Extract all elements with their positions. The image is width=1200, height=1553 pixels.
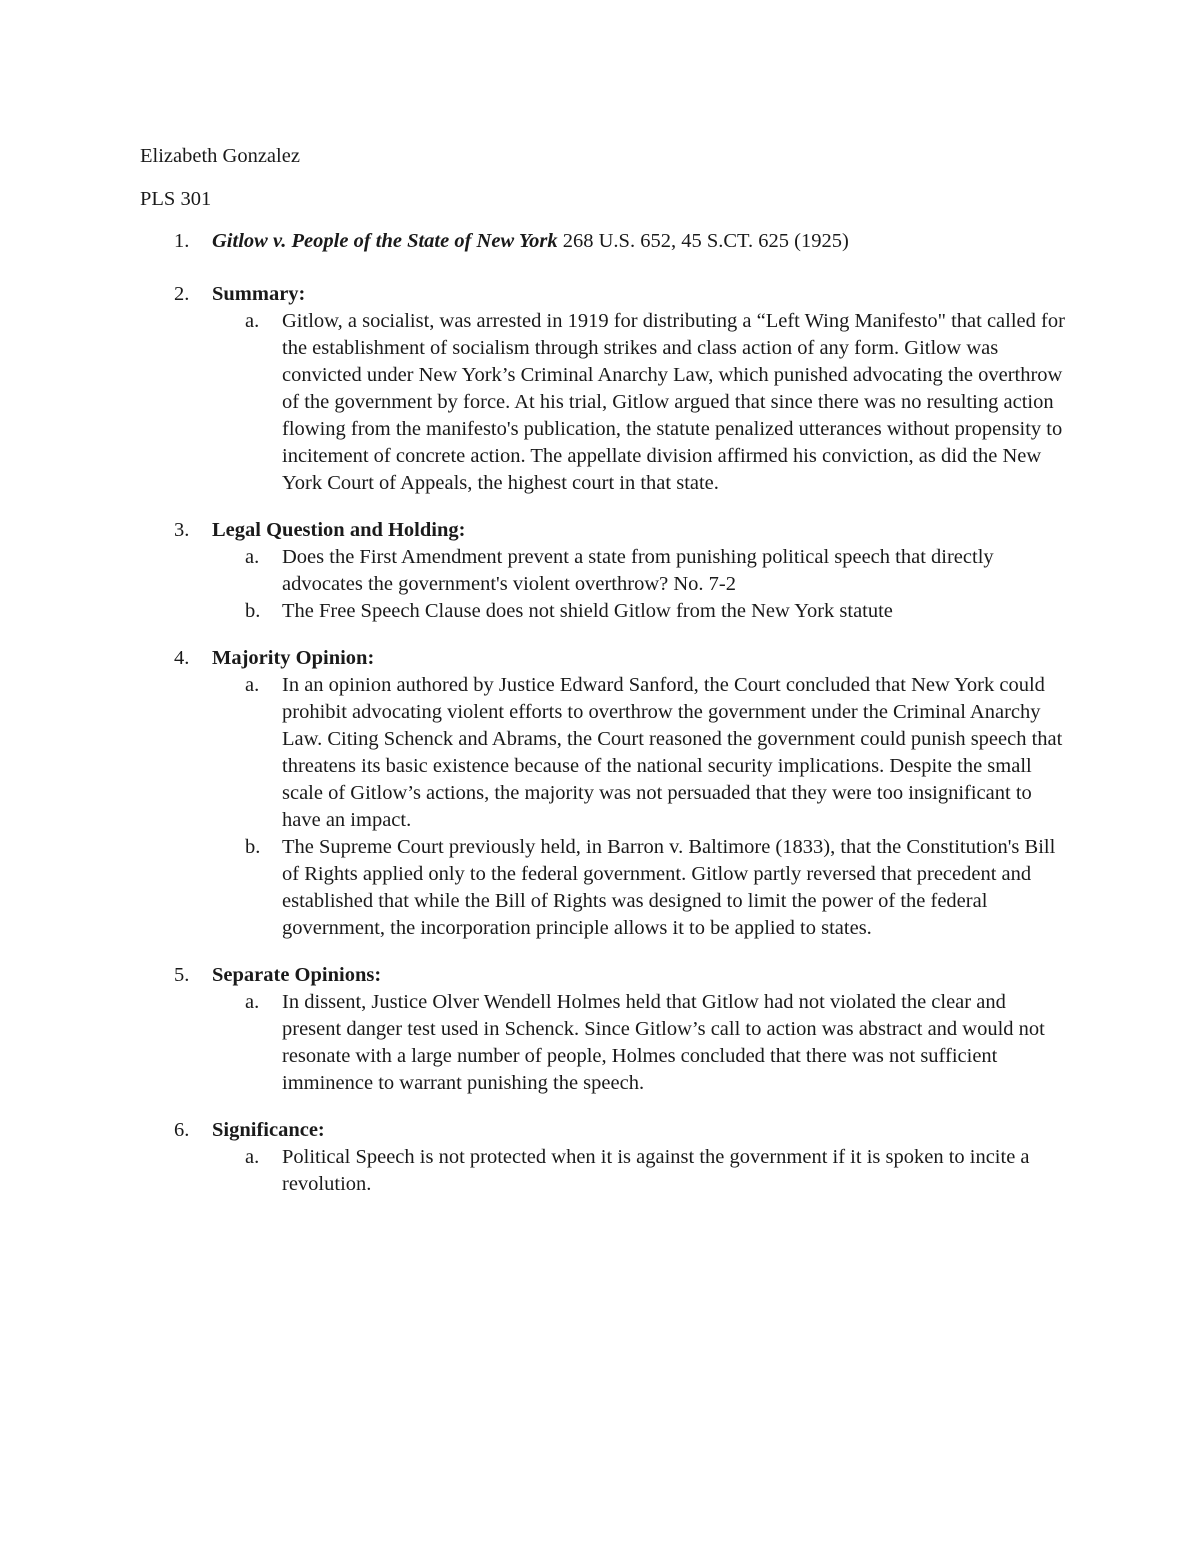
case-citation: 268 U.S. 652, 45 S.CT. 625 (1925) (557, 230, 849, 252)
sub-list (0, 672, 1200, 942)
sub-list (0, 989, 1200, 1097)
sub-list-item (0, 834, 1200, 942)
sub-item-letter: a. (245, 546, 260, 568)
section-heading: Summary: (212, 283, 306, 305)
sub-item-text: Political Speech is not protected when it is against the government if it is spoken to incite a revolution. (282, 1146, 1030, 1195)
list-item-significance (0, 1117, 1200, 1198)
list-item-separate-opinions (0, 962, 1200, 1097)
section-heading: Separate Opinions: (212, 964, 382, 986)
sub-item-text: In dissent, Justice Olver Wendell Holmes held that Gitlow had not violated the clear and present danger test used in Schenck. Since Gitlow’s call to action was abstract and would not resonate with a large number of people, Holmes concluded that there was not sufficient imminence to warrant punishing the speech. (282, 991, 1045, 1094)
sub-list (0, 1144, 1200, 1198)
list-item-legal-question (0, 517, 1200, 625)
list-item-summary (0, 281, 1200, 497)
sub-item-letter: b. (245, 600, 261, 622)
case-brief-list (0, 228, 1200, 1218)
section-heading: Significance: (212, 1119, 325, 1141)
sub-item-text: Does the First Amendment prevent a state from punishing political speech that directly advocates the government's violent overthrow? No. 7-2 (282, 546, 994, 595)
list-item-majority-opinion (0, 645, 1200, 942)
sub-item-letter: a. (245, 1146, 260, 1168)
case-title-line (0, 228, 1200, 255)
sub-item-text: Gitlow, a socialist, was arrested in 1919 for distributing a “Left Wing Manifesto" that called for the establishment of socialism through strikes and class action of any form. Gitlow was convicted under New York’s Criminal Anarchy Law, which punished advocating the overthrow of the government by force. At his trial, Gitlow argued that since there was no resulting action flowing from the manifesto's publication, the statute penalized utterances without propensity to incitement of concrete action. The appellate division affirmed his conviction, as did the New York Court of Appeals, the highest court in that state. (282, 310, 1065, 494)
sub-list-item (0, 1144, 1200, 1198)
item-number: 5. (174, 964, 190, 986)
section-heading-line (0, 962, 1200, 989)
sub-list-item (0, 672, 1200, 834)
sub-list-item (0, 989, 1200, 1097)
item-number: 6. (174, 1119, 190, 1141)
item-number: 2. (174, 283, 190, 305)
section-heading-line (0, 517, 1200, 544)
case-name: Gitlow v. People of the State of New York (212, 230, 558, 252)
section-heading: Legal Question and Holding: (212, 519, 466, 541)
sub-item-letter: b. (245, 836, 261, 858)
sub-item-text: In an opinion authored by Justice Edward Sanford, the Court concluded that New York could prohibit advocating violent efforts to overthrow the government under the Criminal Anarchy Law. Citing Schenck and Abrams, the Court reasoned the government could punish speech that threatens its basic existence because of the national security implications. Despite the small scale of Gitlow’s actions, the majority was not persuaded that they were too insignificant to have an impact. (282, 674, 1063, 831)
sub-list-item (0, 598, 1200, 625)
sub-list-item (0, 308, 1200, 497)
author-name: Elizabeth Gonzalez (140, 145, 300, 167)
item-number: 1. (174, 230, 190, 252)
sub-item-text: The Free Speech Clause does not shield Gitlow from the New York statute (282, 600, 893, 622)
sub-list (0, 308, 1200, 497)
sub-list-item (0, 544, 1200, 598)
section-heading: Majority Opinion: (212, 647, 375, 669)
list-item-case (0, 228, 1200, 255)
sub-list (0, 544, 1200, 625)
section-heading-line (0, 1117, 1200, 1144)
sub-item-letter: a. (245, 991, 260, 1013)
course-code: PLS 301 (140, 188, 212, 210)
sub-item-text: The Supreme Court previously held, in Barron v. Baltimore (1833), that the Constitution's Bill of Rights applied only to the federal government. Gitlow partly reversed that precedent and established that while the Bill of Rights was designed to limit the power of the federal government, the incorporation principle allows it to be applied to states. (282, 836, 1056, 939)
item-number: 3. (174, 519, 190, 541)
section-heading-line (0, 281, 1200, 308)
sub-item-letter: a. (245, 310, 260, 332)
sub-item-letter: a. (245, 674, 260, 696)
item-number: 4. (174, 647, 190, 669)
section-heading-line (0, 645, 1200, 672)
